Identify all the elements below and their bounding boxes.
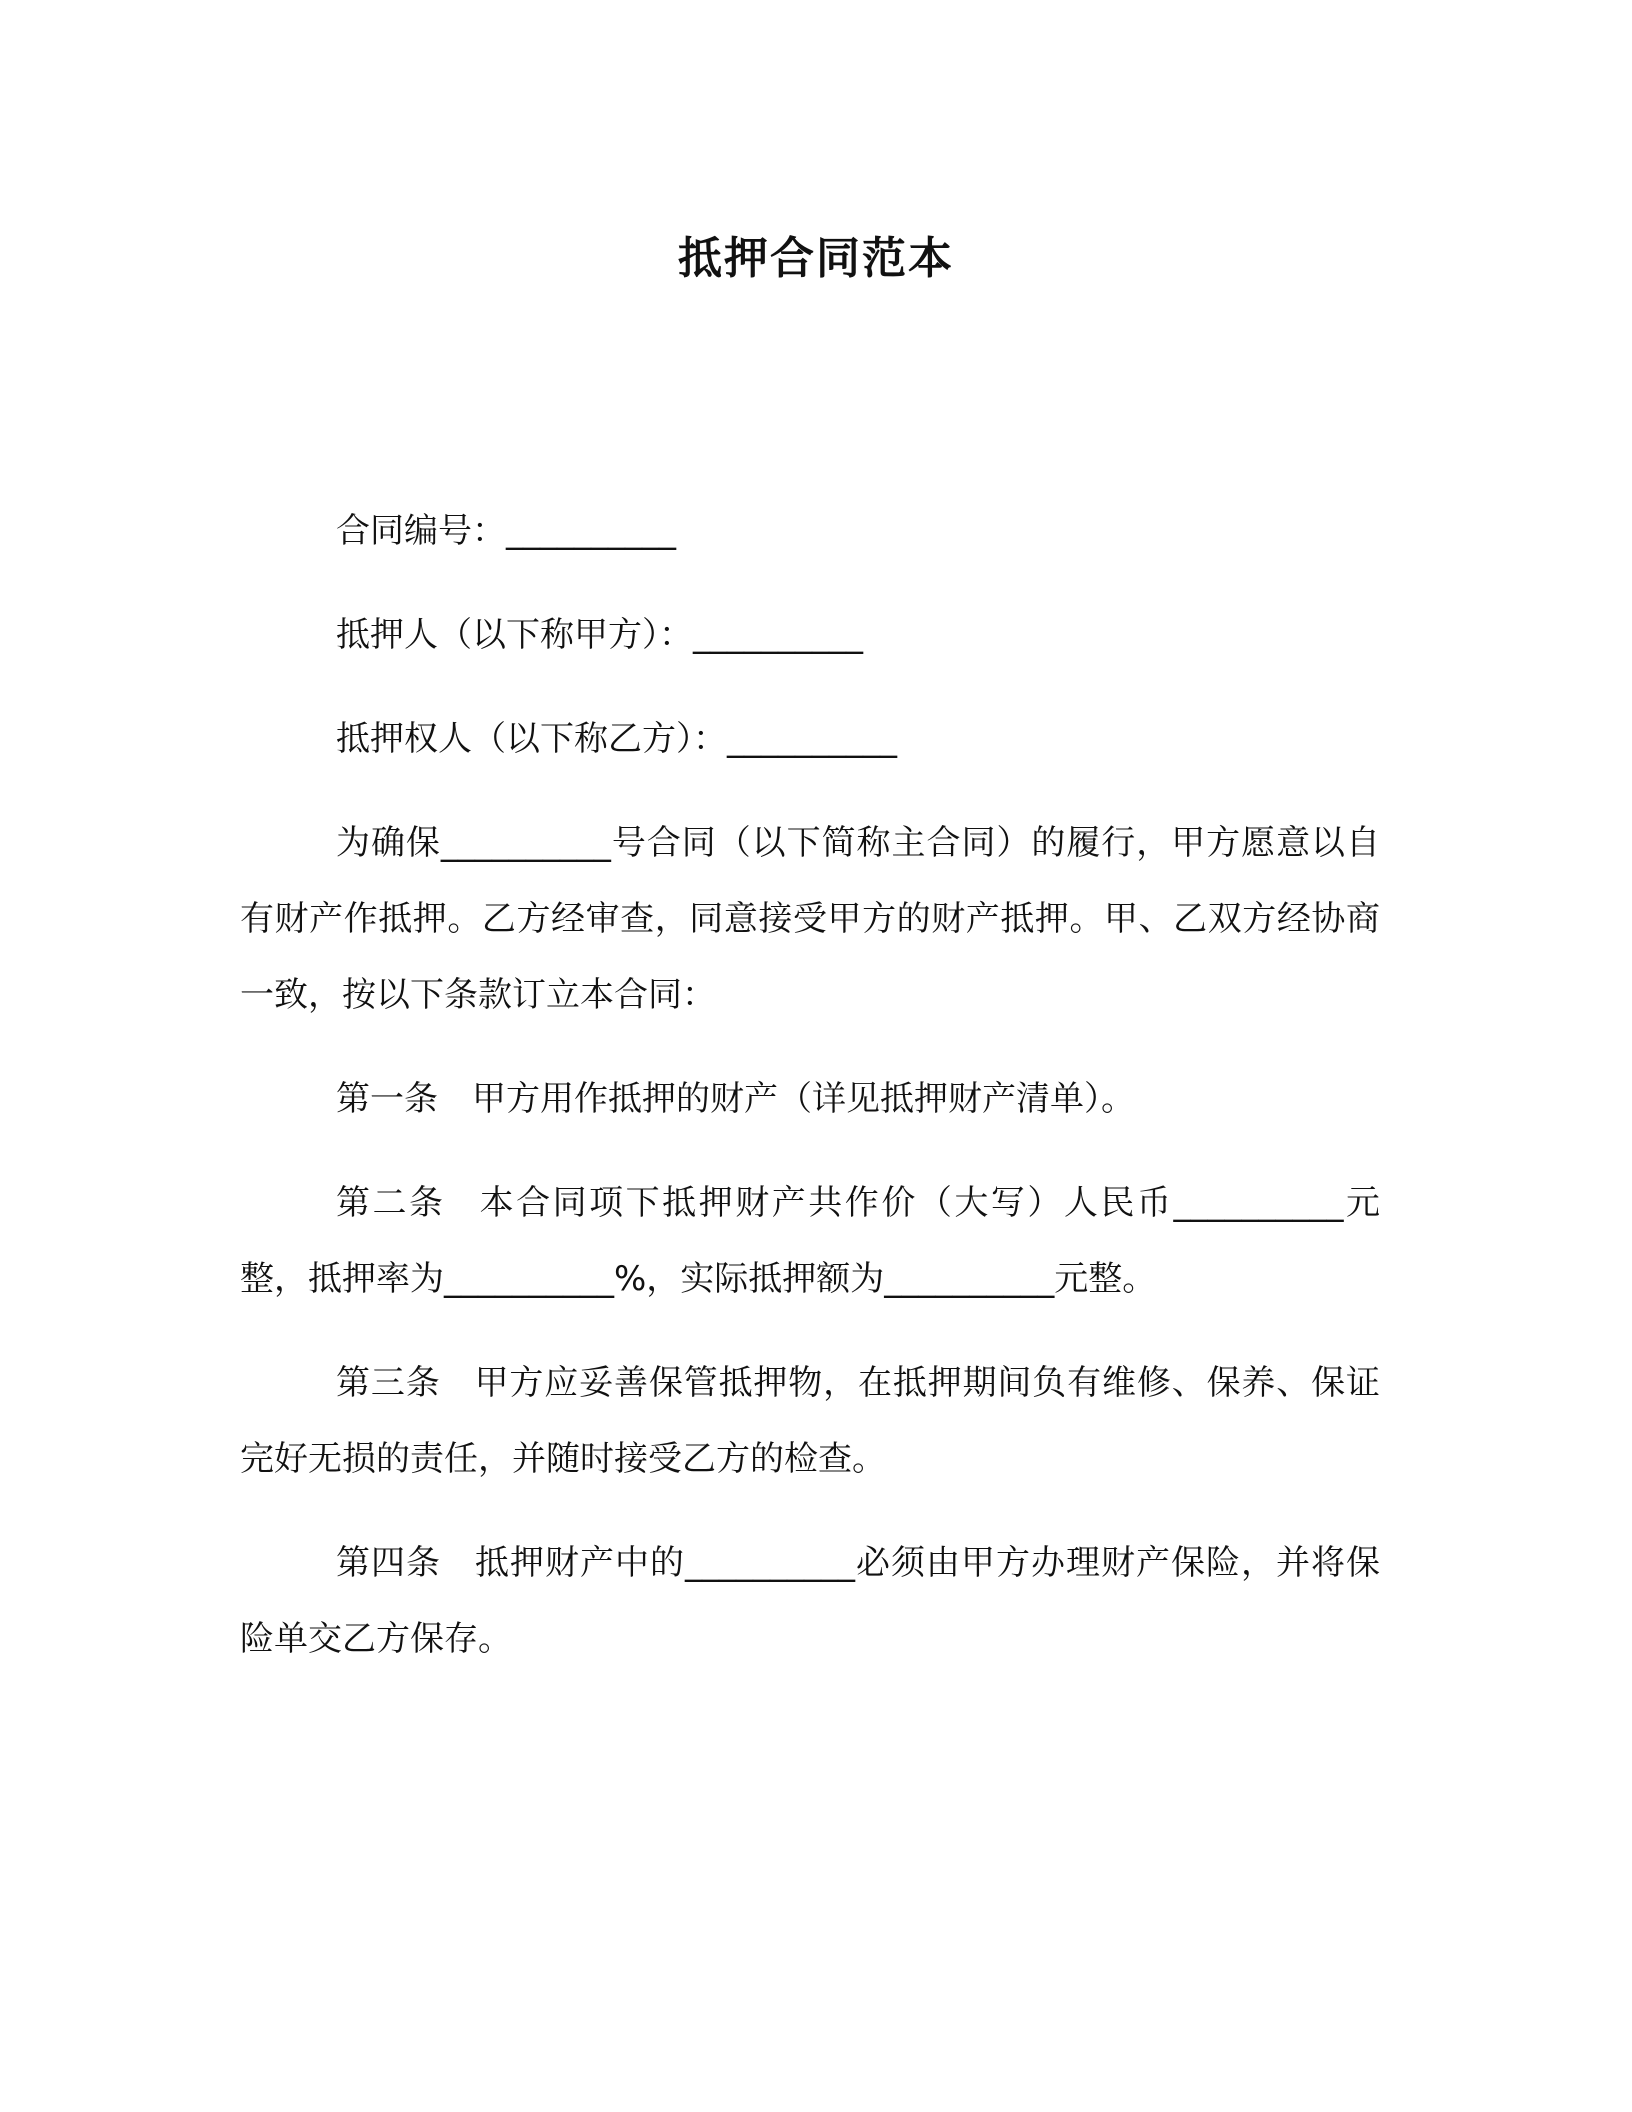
article-text: 抵押财产中的__________必须由甲方办理财产保险，并将保险单交乙方保存。 — [240, 1543, 1380, 1659]
mortgagee-field: 抵押权人（以下称乙方）：__________ — [336, 719, 897, 759]
article-text: 甲方用作抵押的财产（详见抵押财产清单）。 — [472, 1079, 1135, 1119]
mortgagor-field: 抵押人（以下称甲方）：__________ — [336, 615, 863, 655]
article-2 — [240, 1165, 1380, 1317]
article-number: 第二条 — [336, 1183, 446, 1223]
document-body — [240, 493, 1380, 1705]
article-3 — [240, 1345, 1380, 1497]
article-text: 本合同项下抵押财产共作价（大写）人民币__________元整，抵押率为__________%，实际抵押额为__________元整。 — [240, 1183, 1381, 1299]
article-number: 第三条 — [336, 1363, 441, 1403]
article-text: 甲方应妥善保管抵押物，在抵押期间负有维修、保养、保证完好无损的责任，并随时接受乙方的检查。 — [240, 1363, 1381, 1479]
document-title: 抵押合同范本 — [678, 233, 954, 284]
contract-number-field: 合同编号：__________ — [336, 511, 676, 551]
article-4 — [240, 1525, 1380, 1677]
article-number: 第一条 — [336, 1079, 438, 1119]
article-number: 第四条 — [336, 1543, 441, 1583]
preamble-paragraph: 为确保__________号合同（以下简称主合同）的履行，甲方愿意以自有财产作抵押。乙方经审查，同意接受甲方的财产抵押。甲、乙双方经协商一致，按以下条款订立本合同： — [240, 823, 1380, 1015]
article-1 — [240, 1061, 1380, 1137]
